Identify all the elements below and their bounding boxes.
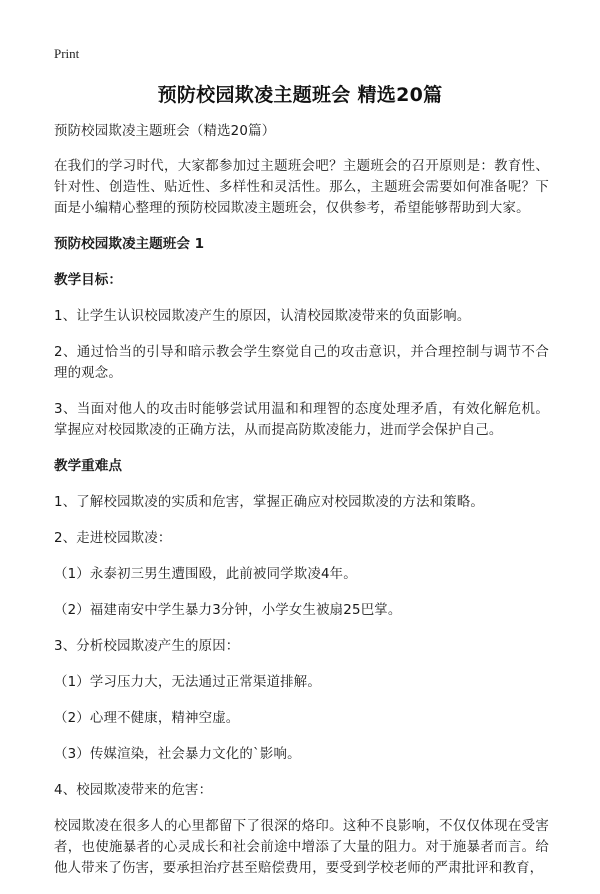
keypoint-subitem: （1）学习压力大，无法通过正常渠道排解。	[54, 675, 321, 690]
keypoint-subitem: （1）永泰初三男生遭围殴，此前被同学欺凌4年。	[54, 567, 357, 582]
page-title: 预防校园欺凌主题班会 精选20篇	[157, 84, 443, 106]
keypoint-subitem: （2）福建南安中学生暴力3分钟，小学女生被扇25巴掌。	[54, 603, 402, 618]
keypoint-subitem: （3）传媒渲染，社会暴力文化的`影响。	[54, 747, 301, 762]
goal-item: 2、通过恰当的引导和暗示教会学生察觉自己的攻击意识，并合理控制与调节不合理的观念。	[54, 345, 549, 381]
keypoint-item: 4、校园欺凌带来的危害：	[54, 783, 213, 798]
goal-item: 3、当面对他人的攻击时能够尝试用温和和理智的态度处理矛盾，有效化解危机。掌握应对校园欺凌的正确方法，从而提高防欺凌能力，进而学会保护自己。	[54, 402, 549, 438]
keypoint-item: 2、走进校园欺凌：	[54, 531, 172, 546]
keypoint-subitem: （2）心理不健康，精神空虚。	[54, 711, 240, 726]
harm-paragraph: 校园欺凌在很多人的心里都留下了很深的烙印。这种不良影响，不仅仅体现在受害者，也使施暴者的心灵成长和社会前途中增添了大量的阻力。对于施暴者而言。给他人带来了伤害，要承担治疗甚至赔偿费用，要受到学校老师的严肃批评和教育，	[54, 819, 549, 876]
keypoint-item: 3、分析校园欺凌产生的原因：	[54, 639, 240, 654]
section-heading: 预防校园欺凌主题班会 1	[54, 236, 205, 252]
keypoints-heading: 教学重难点	[54, 458, 122, 474]
intro-paragraph: 在我们的学习时代，大家都参加过主题班会吧？主题班会的召开原则是：教育性、针对性、创造性、贴近性、多样性和灵活性。那么，主题班会需要如何准备呢？下面是小编精心整理的预防校园欺凌主题班会，仅供参考，希望能够帮助到大家。	[54, 159, 549, 216]
print-link[interactable]: Print	[54, 46, 80, 61]
goals-heading: 教学目标：	[54, 272, 122, 288]
goal-item: 1、让学生认识校园欺凌产生的原因，认清校园欺凌带来的负面影响。	[54, 309, 471, 324]
article-body	[54, 121, 549, 894]
subtitle: 预防校园欺凌主题班会（精选20篇）	[54, 124, 276, 139]
keypoint-item: 1、了解校园欺凌的实质和危害，掌握正确应对校园欺凌的方法和策略。	[54, 495, 485, 510]
